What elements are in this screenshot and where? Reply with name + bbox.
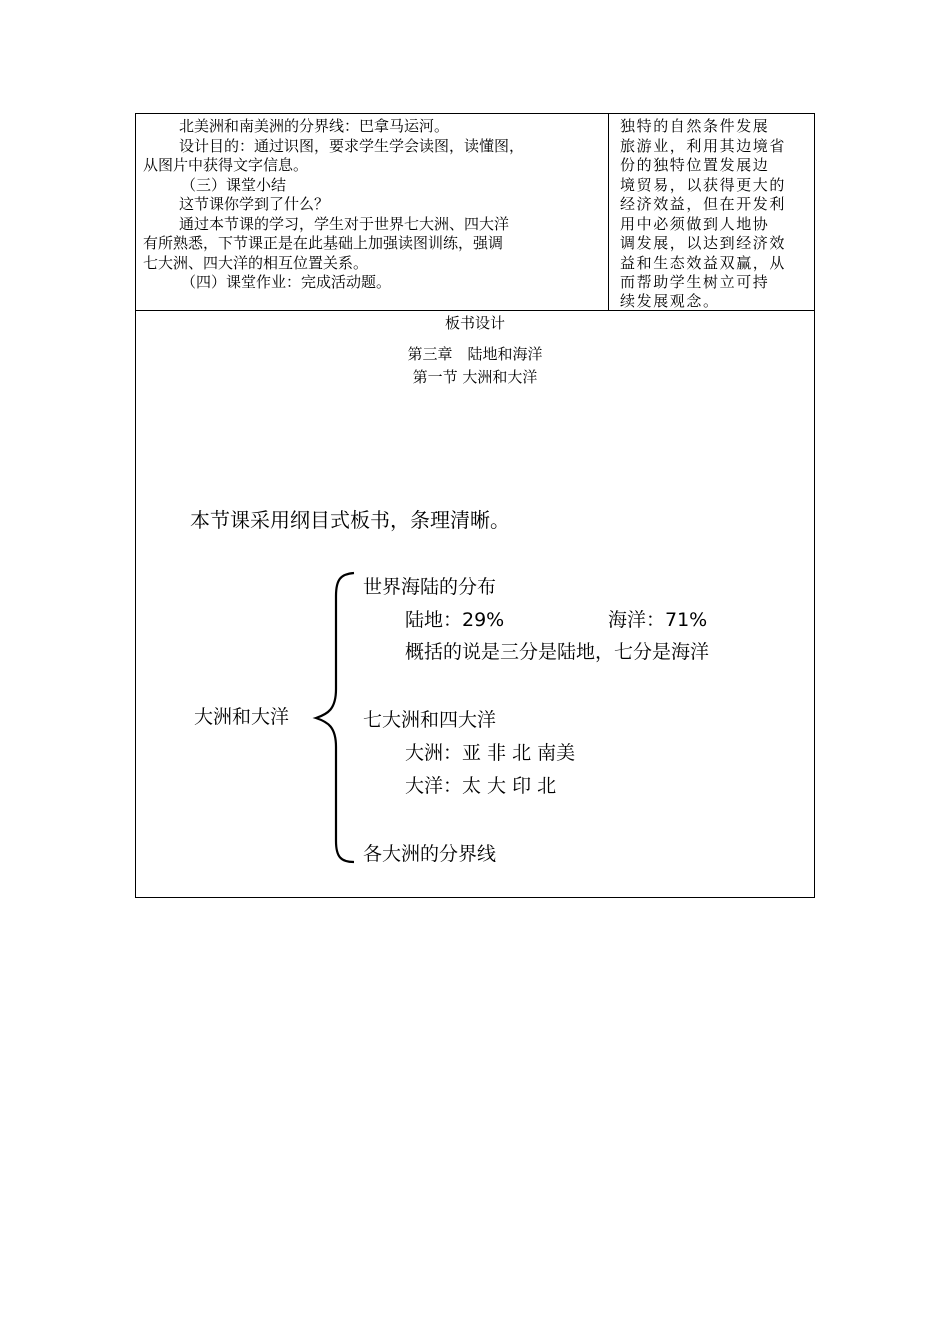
teaching-process-cell bbox=[136, 114, 609, 310]
text-line: 境贸易，以获得更大的 bbox=[620, 176, 787, 194]
text-line: 益和生态效益双赢，从 bbox=[620, 254, 787, 272]
text-line: 调发展，以达到经济效 bbox=[620, 234, 787, 252]
design-intent-cell bbox=[610, 114, 814, 310]
lesson-row bbox=[136, 114, 814, 311]
text-line: 这节课你学到了什么？ bbox=[179, 195, 330, 213]
branch-title: 各大洲的分界线 bbox=[363, 843, 497, 865]
board-heading: 板书设计 bbox=[444, 314, 505, 332]
lesson-table bbox=[135, 113, 815, 898]
text-line: 用中必须做到人地协 bbox=[620, 215, 770, 233]
land-ocean-summary: 概括的说是三分是陆地，七分是海洋 bbox=[405, 641, 710, 663]
branch-title: 世界海陆的分布 bbox=[363, 576, 497, 598]
chapter-title: 第三章 陆地和海洋 bbox=[407, 345, 543, 363]
section-title: 第一节 大洲和大洋 bbox=[412, 368, 538, 386]
text-line: 份的独特位置发展边 bbox=[620, 156, 770, 174]
text-line: 从图片中获得文字信息。 bbox=[143, 156, 309, 174]
oceans-line: 大洋：太 大 印 北 bbox=[405, 775, 557, 797]
text-line: 设计目的：通过识图，要求学生学会读图，读懂图， bbox=[179, 137, 525, 155]
board-note: 本节课采用纲目式板书，条理清晰。 bbox=[190, 508, 510, 532]
land-ratio: 陆地：29% bbox=[405, 609, 505, 631]
text-line: 通过本节课的学习，学生对于世界七大洲、四大洋 bbox=[179, 215, 510, 233]
branch-title: 七大洲和四大洋 bbox=[363, 709, 497, 731]
text-line: 旅游业，利用其边境省 bbox=[620, 137, 787, 155]
brace-icon bbox=[136, 311, 814, 897]
ocean-ratio: 海洋：71% bbox=[608, 609, 708, 631]
text-line: 有所熟悉，下节课正是在此基础上加强读图训练，强调 bbox=[143, 234, 504, 252]
text-line: 北美洲和南美洲的分界线：巴拿马运河。 bbox=[179, 117, 450, 135]
board-root: 大洲和大洋 bbox=[194, 706, 290, 728]
blackboard-design bbox=[136, 311, 814, 897]
continents-line: 大洲：亚 非 北 南美 bbox=[405, 742, 576, 764]
text-line: （三）课堂小结 bbox=[181, 176, 287, 194]
text-line: 经济效益，但在开发利 bbox=[620, 195, 787, 213]
text-line: 独特的自然条件发展 bbox=[620, 117, 770, 135]
text-line: （四）课堂作业：完成活动题。 bbox=[181, 273, 392, 291]
text-line: 而帮助学生树立可持 bbox=[620, 273, 770, 291]
text-line: 续发展观念。 bbox=[620, 292, 720, 310]
text-line: 七大洲、四大洋的相互位置关系。 bbox=[143, 254, 369, 272]
